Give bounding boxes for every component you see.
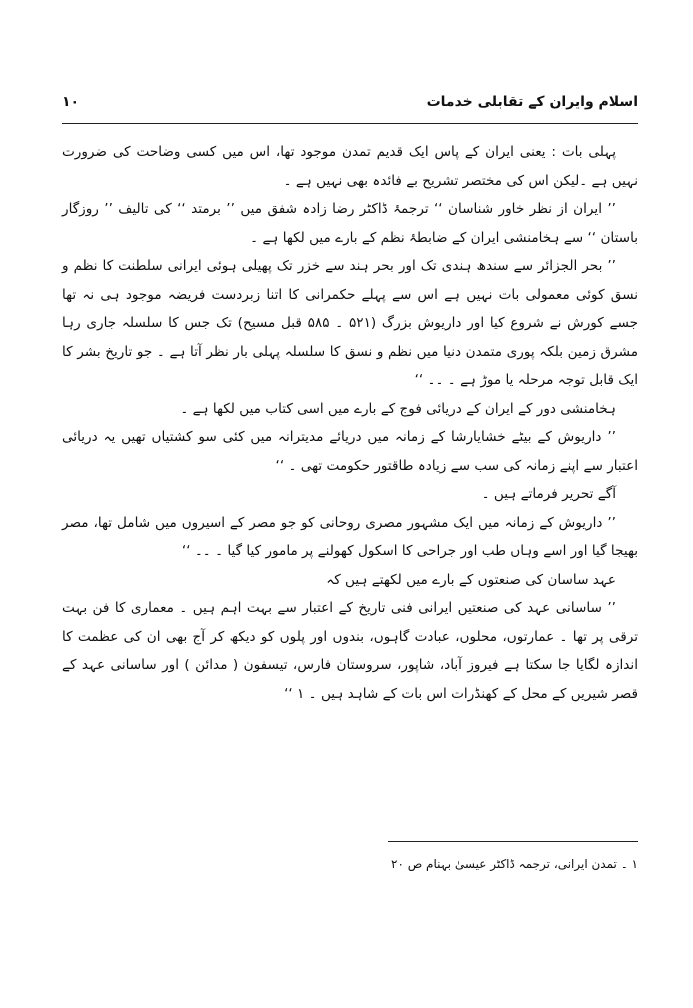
footnote-divider (388, 841, 638, 842)
footnote: ۱ ۔ تمدن ایرانی، ترجمہ ڈاکٹر عیسیٰ بہنام ص ۲۰ (391, 857, 638, 871)
paragraph: آگے تحریر فرماتے ہیں ۔ (481, 486, 616, 502)
page-number: ۱۰ (62, 94, 80, 110)
quote-paragraph: ’’ بحر الجزائر سے سندھ ہندی تک اور بحر ہند سے خزر تک پھیلی ہوئی ایرانی سلطنت کا نظم و نسق کوئی معمولی بات نہیں ہے اس سے پہلے حکمرانی کا اتنا زبردست فریضہ موجود ہی نہ تھا جسے کورش نے شروع کیا اور داریوش بزرگ (۵۲۱ ۔ ۵۸۵ قبل مسیح) تک جس کا سلسلہ جاری رہا مشرق زمین بلکہ پوری متمدن دنیا میں نظم و نسق کا سلسلہ پہلی بار نظر آتا ہے ۔ جو تاریخ بشر کا ایک قابل توجہ مرحلہ یا موڑ ہے ۔ ۔۔ ‘‘ (62, 258, 638, 388)
paragraph: ’’ ایران از نظر خاور شناسان ‘‘ ترجمۂ ڈاکٹر رضا زادہ شفق میں ’’ برمتد ‘‘ کی تالیف ’’ روزگار باستان ‘‘ سے ہخامنشی ایران کے ضابطۂ نظم کے بارے میں لکھا ہے ۔ (62, 201, 638, 246)
body-text (62, 138, 638, 708)
paragraph: پہلی بات : یعنی ایران کے پاس ایک قدیم تمدن موجود تھا، اس میں کسی وضاحت کی ضرورت نہیں ہے ۔لیکن اس کی مختصر تشریح بے فائدہ بھی نہیں ہے ۔ (62, 144, 638, 189)
running-header (62, 90, 638, 124)
quote-paragraph: ’’ داریوش کے زمانہ میں ایک مشہور مصری روحانی کو جو مصر کے اسیروں میں شامل تھا، مصر بھیجا گیا اور اسے وہاں طب اور جراحی کا اسکول کھولنے پر مامور کیا گیا ۔ ۔۔ ‘‘ (62, 514, 638, 559)
running-title: اسلام وایران کے تقابلی خدمات (426, 94, 638, 110)
quote-paragraph: ’’ داریوش کے بیٹے خشایارشا کے زمانہ میں دریائے مدیترانہ میں کئی سو کشتیاں تھیں یہ دریائی اعتبار سے اپنے زمانہ کی سب سے زیادہ طاقتور حکومت تھی ۔ ‘‘ (62, 429, 638, 474)
paragraph: ہخامنشی دور کے ایران کے دریائی فوج کے بارے میں اسی کتاب میں لکھا ہے ۔ (180, 400, 616, 417)
paragraph: عہد ساسان کی صنعتوں کے بارے میں لکھتے ہیں کہ (326, 571, 616, 588)
quote-paragraph: ’’ ساسانی عہد کی صنعتیں ایرانی فنی تاریخ کے اعتبار سے بہت اہم ہیں ۔ معماری کا فن بہت ترقی پر تھا ۔ عمارتوں، محلوں، عبادت گاہوں، بندوں اور پلوں کو دیکھ کر آج بھی ان کی عظمت کا اندازہ لگایا جا سکتا ہے فیروز آباد، شاپور، سروستان فارس، تیسفون ( مدائن ) اور ساسانی عہد کے قصر شیریں کے محل کے کھنڈرات اس بات کے شاہد ہیں ۔ ۱ ‘‘ (62, 600, 638, 702)
header-divider (62, 123, 638, 124)
